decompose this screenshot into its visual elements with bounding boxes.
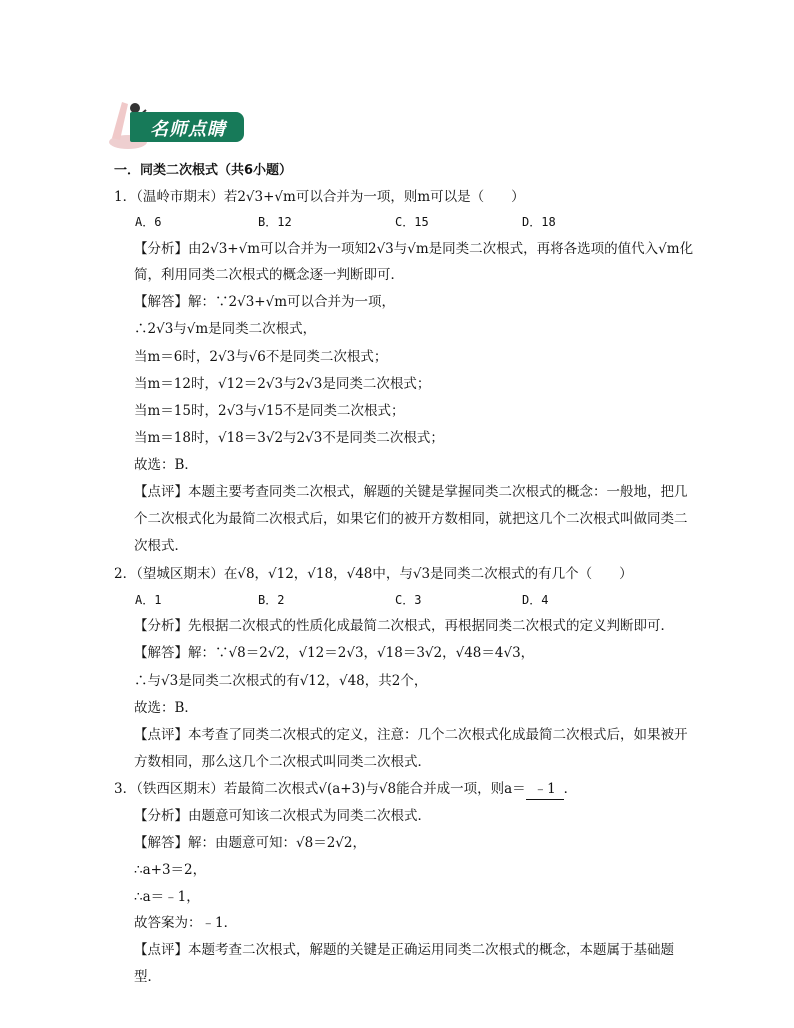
q2-option-d: D．4 xyxy=(522,593,549,607)
q1-analysis-line2: 简，利用同类二次根式的概念逐一判断即可． xyxy=(134,267,404,283)
q2-stem: 2．（望城区期末）在√8，√12，√18，√48中，与√3是同类二次根式的有几个（ ） xyxy=(114,566,633,582)
q3-analysis-line1: 【分析】由题意可知该二次根式为同类二次根式． xyxy=(134,808,431,824)
q2-comment-line2: 方数相同，那么这几个二次根式叫同类二次根式． xyxy=(134,754,431,770)
q2-solution-line3: 故选：B． xyxy=(134,700,198,716)
q3-solution-line3: ∴a＝﹣1， xyxy=(134,889,200,905)
q1-solution-line5: 当m＝15时，2√3与√15不是同类二次根式； xyxy=(134,403,405,419)
q2-option-c: C．3 xyxy=(395,593,422,607)
q2-option-a: A．1 xyxy=(135,593,162,607)
q1-solution-line3: 当m＝6时，2√3与√6不是同类二次根式； xyxy=(134,349,388,365)
q1-option-a: A．6 xyxy=(135,215,162,229)
q2-analysis-line1: 【分析】先根据二次根式的性质化成最简二次根式，再根据同类二次根式的定义判断即可． xyxy=(134,618,674,634)
q3-comment-line2: 型． xyxy=(134,969,161,985)
q3-answer-blank: ﹣1 xyxy=(526,779,564,800)
badge-title: 名师点睛 xyxy=(150,119,226,140)
section-badge xyxy=(108,94,246,150)
q1-option-d: D．18 xyxy=(522,215,556,229)
q1-comment-line2: 个二次根式化为最简二次根式后，如果它们的被开方数相同，就把这几个二次根式叫做同类二 xyxy=(134,511,688,527)
q3-solution-line4: 故答案为：﹣1． xyxy=(134,915,238,931)
q3-stem: 3．（铁西区期末）若最简二次根式√(a+3)与√8能合并成一项，则a＝ xyxy=(114,781,526,797)
badge-bar xyxy=(130,112,244,142)
q2-option-b: B．2 xyxy=(258,593,285,607)
q3-stem-end: ． xyxy=(563,781,578,797)
q1-option-b: B．12 xyxy=(258,215,292,229)
q1-solution-line4: 当m＝12时，√12＝2√3与2√3是同类二次根式； xyxy=(134,376,431,392)
q1-analysis-line1: 【分析】由2√3+√m可以合并为一项知2√3与√m是同类二次根式，再将各选项的值代入√m化 xyxy=(134,241,694,257)
q1-solution-line7: 故选：B． xyxy=(134,457,198,473)
q1-stem: 1．（温岭市期末）若2√3+√m可以合并为一项，则m可以是（ ） xyxy=(114,189,525,205)
q2-solution-line1: 【解答】解：∵√8＝2√2，√12＝2√3，√18＝3√2，√48＝4√3， xyxy=(134,645,535,661)
q1-solution-line2: ∴2√3与√m是同类二次根式， xyxy=(134,321,317,337)
q1-option-c: C．15 xyxy=(395,215,429,229)
q1-solution-line1: 【解答】解：∵2√3+√m可以合并为一项， xyxy=(134,294,395,310)
q1-comment-line3: 次根式． xyxy=(134,538,188,554)
q3-comment-line1: 【点评】本题考查二次根式，解题的关键是正确运用同类二次根式的概念，本题属于基础题 xyxy=(134,942,674,958)
q3-solution-line1: 【解答】解：由题意可知：√8＝2√2， xyxy=(134,835,366,851)
q2-solution-line2: ∴与√3是同类二次根式的有√12，√48，共2个， xyxy=(134,673,428,689)
q3-solution-line2: ∴a+3＝2， xyxy=(134,862,207,878)
q3-stem-line xyxy=(114,779,577,800)
q1-comment-line1: 【点评】本题主要考查同类二次根式，解题的关键是掌握同类二次根式的概念：一般地，把几 xyxy=(134,484,688,500)
q1-solution-line6: 当m＝18时，√18＝3√2与2√3不是同类二次根式； xyxy=(134,430,444,446)
section-title: 一．同类二次根式（共6小题） xyxy=(114,163,293,178)
q2-comment-line1: 【点评】本考查了同类二次根式的定义，注意：几个二次根式化成最简二次根式后，如果被开 xyxy=(134,727,688,743)
